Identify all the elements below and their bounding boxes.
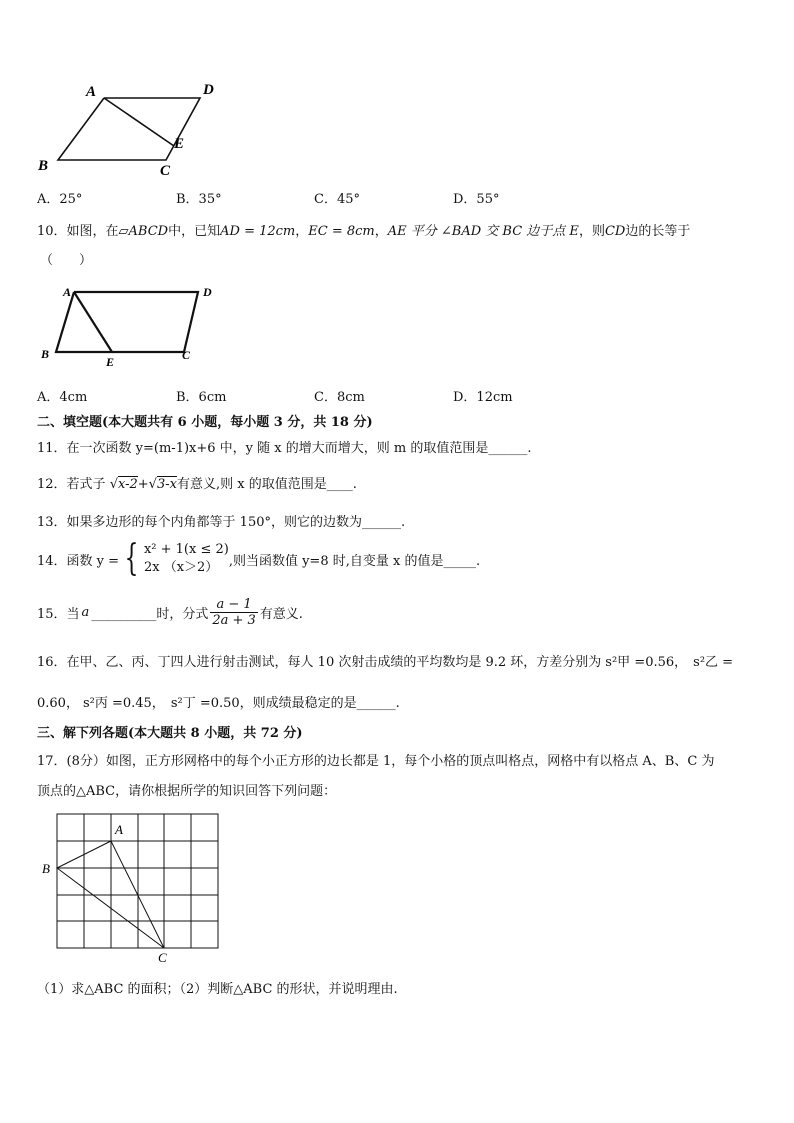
q15-var: a: [81, 605, 90, 620]
q10-text-b: 中，已知: [168, 224, 221, 239]
q9-option-a[interactable]: A．25°: [37, 192, 83, 207]
q12: [37, 473, 357, 492]
q15-suffix: 有意义.: [259, 607, 303, 622]
q11: 11．在一次函数 y=(m-1)x+6 中，y 随 x 的增大而增大，则 m 的取值范围是______.: [37, 441, 532, 456]
q16-line2b: 则成绩最稳定的是______.: [252, 696, 400, 711]
q16-line2a: 0.60，: [37, 696, 79, 711]
q9-label-C: C: [160, 163, 171, 179]
q16-s-ding: s²丁 =0.50，: [170, 696, 253, 711]
q14-cases: [144, 541, 229, 577]
q10-cond-ad: AD = 12cm: [220, 224, 296, 239]
q10-label-E: E: [106, 355, 115, 369]
q9-option-d[interactable]: D．55°: [453, 192, 500, 207]
q14-prefix: 14．函数 y =: [37, 553, 120, 569]
q17-label-B: B: [42, 861, 50, 876]
q10-option-d[interactable]: D．12cm: [453, 390, 513, 405]
q9-label-A: A: [86, 84, 97, 100]
q12-suffix: 有意义,则 x 的取值范围是____.: [176, 477, 357, 492]
q16-line-1: [37, 651, 733, 670]
section-2-heading: 二、填空题(本大题共有 6 小题，每小题 3 分，共 18 分): [37, 415, 373, 430]
q17-line-2: 顶点的△ABC，请你根据所学的知识回答下列问题：: [37, 784, 337, 799]
q16-s-jia: s²甲 =0.56，: [605, 655, 688, 670]
q15-fraction: [210, 597, 257, 628]
q16-s-bing: s²丙 =0.45，: [82, 696, 165, 711]
q10-parallelogram-figure: [36, 280, 226, 370]
q17-subquestions: （1）求△ABC 的面积；（2）判断△ABC 的形状，并说明理由.: [37, 982, 398, 997]
q12-sqrt-1: √x-2: [109, 477, 138, 492]
q17-label-C: C: [158, 950, 167, 965]
q10-text-c: ，则: [578, 224, 605, 239]
q17-grid-figure: [36, 808, 226, 966]
q12-radicand-1: x-2: [117, 477, 138, 492]
q16-line-2: [37, 692, 400, 711]
q10-label-B: B: [41, 347, 50, 361]
q12-prefix: 12．若式子: [37, 477, 106, 492]
q10-label-D: D: [203, 285, 212, 299]
q15-numerator: a − 1: [210, 597, 257, 613]
q10-text-d: 边的长等于: [625, 224, 691, 239]
q10-option-a[interactable]: A．4cm: [37, 390, 88, 405]
q10-cond-ec: EC = 8cm: [308, 224, 375, 239]
q12-plus: +: [137, 477, 149, 492]
q10-stem: [37, 220, 690, 239]
q14-case-2: 2x （x＞2）: [143, 560, 219, 575]
q10-option-b[interactable]: B．6cm: [176, 390, 227, 405]
q10-answer-paren: （ ）: [40, 253, 93, 268]
q17-line-1: 17．(8分）如图，正方形网格中的每个小正方形的边长都是 1，每个小格的顶点叫格点，网格中有以格点 A、B、C 为: [37, 754, 715, 769]
q14: [37, 538, 481, 579]
q9-label-E: E: [174, 136, 185, 152]
q15: [37, 597, 303, 628]
q15-blank: __________时，分式: [91, 607, 209, 622]
q15-denominator: 2a + 3: [212, 613, 256, 628]
q10-text-a: 10．如图，在: [37, 224, 119, 239]
q12-sqrt-2: √3-x: [148, 477, 177, 492]
q14-case-1: x² + 1(x ≤ 2): [143, 542, 229, 557]
q12-radicand-2: 3-x: [156, 477, 177, 492]
q13: 13．如果多边形的每个内角都等于 150°，则它的边数为______.: [37, 515, 406, 530]
q9-option-c[interactable]: C．45°: [314, 192, 360, 207]
q10-sep2: ，: [374, 224, 388, 239]
q17-label-A: A: [115, 822, 123, 837]
q10-sep1: ，: [295, 224, 309, 239]
q9-label-D: D: [203, 82, 214, 98]
q10-label-C: C: [182, 348, 191, 362]
q14-brace: {: [124, 538, 139, 579]
q9-parallelogram-figure: [30, 74, 230, 184]
q10-cond-ae: AE 平分 ∠BAD 交 BC 边于点 E: [387, 224, 579, 239]
q10-label-A: A: [63, 285, 72, 299]
section-3-heading: 三、解下列各题(本大题共 8 小题，共 72 分): [37, 726, 303, 741]
q10-parallelogram-symbol: ▱ABCD: [118, 224, 169, 239]
q16-s-yi: s²乙 =: [693, 655, 734, 670]
q10-option-c[interactable]: C．8cm: [314, 390, 365, 405]
q10-cd: CD: [604, 224, 626, 239]
q9-option-b[interactable]: B．35°: [176, 192, 222, 207]
q15-prefix: 15．当: [37, 607, 80, 622]
q16-line1-text: 16．在甲、乙、丙、丁四人进行射击测试，每人 10 次射击成绩的平均数均是 9.2 环，方差分别为: [37, 655, 602, 670]
q9-label-B: B: [38, 158, 49, 174]
q14-suffix: ,则当函数值 y=8 时,自变量 x 的值是_____.: [228, 553, 481, 569]
